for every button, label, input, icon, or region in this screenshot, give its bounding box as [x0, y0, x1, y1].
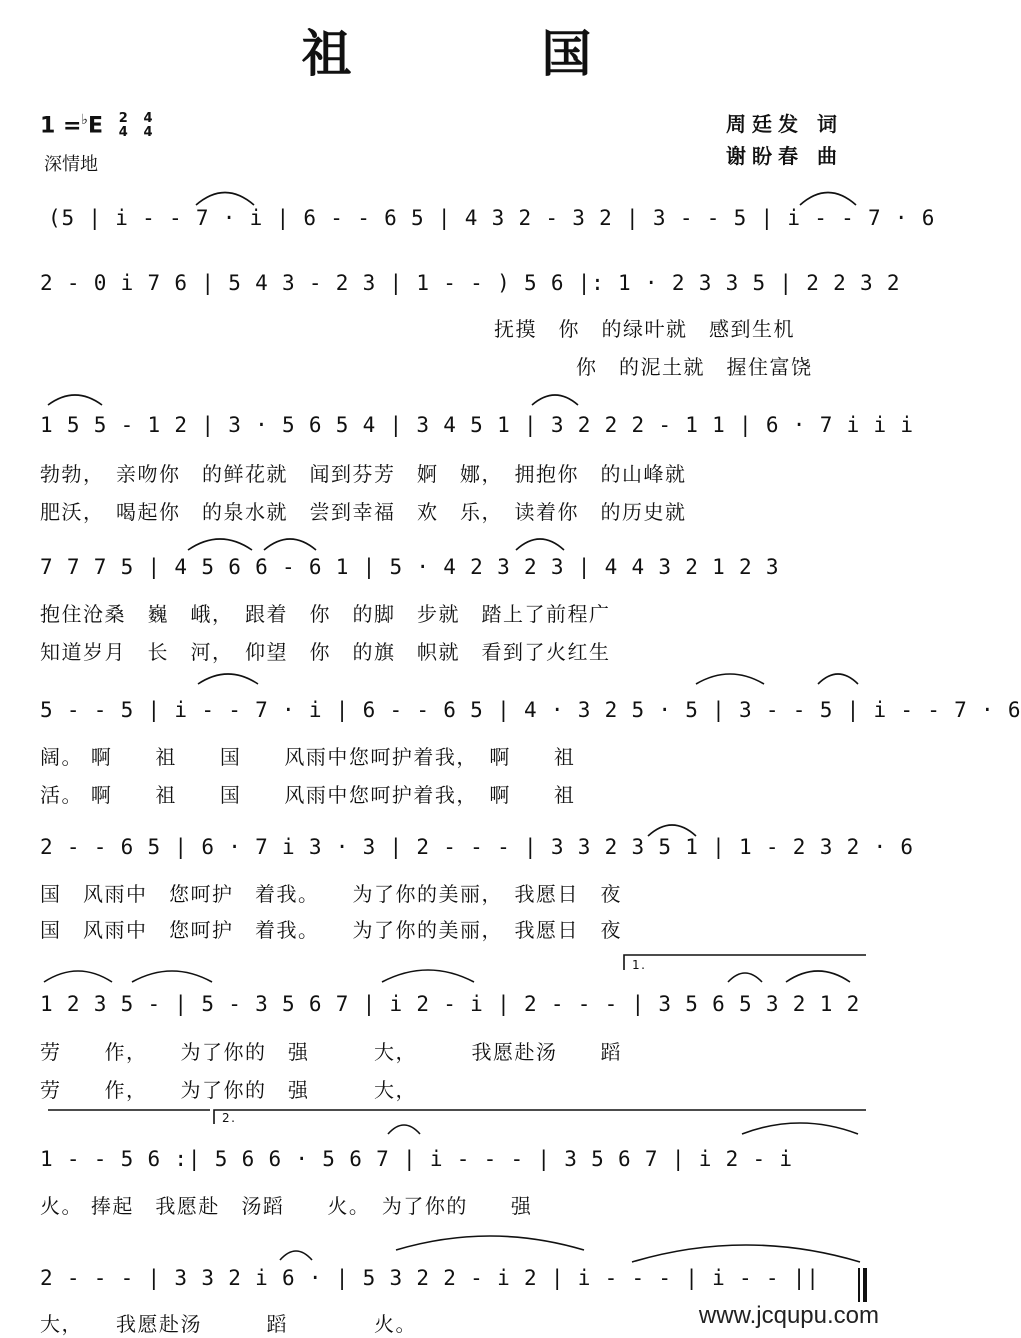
slur — [188, 539, 252, 550]
lyric-line-7-verse-1: 劳 作， 为了你的 强 大， 我愿赴汤 蹈 — [40, 1040, 622, 1064]
slur — [696, 674, 764, 684]
meter2-top: 4 — [143, 111, 153, 127]
expression-mark: 深情地 — [44, 154, 98, 175]
slur — [632, 1245, 860, 1262]
final-barline-thin — [858, 1268, 860, 1302]
slur — [388, 1125, 420, 1134]
slur — [516, 539, 564, 550]
meter1-bottom: 4 — [118, 125, 128, 141]
key-note: E — [88, 113, 104, 139]
key-prefix: 1 = — [40, 113, 82, 139]
meter2-bottom: 4 — [143, 125, 153, 141]
flat-sign: ♭ — [81, 112, 89, 128]
notation-line-8: 1 - - 5 6 :| 5 6 6 · 5 6 7 | i - - - | 3 5 6 7 | i 2 - i — [40, 1147, 793, 1171]
slur — [198, 674, 258, 684]
second-ending-bracket — [48, 1110, 866, 1124]
slur — [728, 973, 762, 982]
slur — [264, 539, 316, 550]
lyric-line-7-verse-2: 劳 作， 为了你的 强 大， — [40, 1078, 417, 1102]
lyric-line-8: 火。 捧起 我愿赴 汤蹈 火。 为了你的 强 — [40, 1194, 533, 1218]
slur — [396, 1236, 584, 1250]
first-ending-label: 1. — [632, 958, 647, 972]
slur — [800, 193, 856, 206]
notation-line-4: 7 7 7 5 | 4 5 6 6 - 6 1 | 5 · 4 2 3 2 3 | 4 4 3 2 1 2 3 — [40, 555, 780, 579]
lyric-line-6-verse-2: 国 风雨中 您呵护 着我。 为了你的美丽， 我愿日 夜 — [40, 918, 622, 942]
page-title: 祖 国 — [301, 25, 662, 83]
lyric-line-5-verse-2: 活。 啊 祖 国 风雨中您呵护着我， 啊 祖 — [40, 783, 576, 807]
notation-line-1: (5 | i - - 7 · i | 6 - - 6 5 | 4 3 2 - 3 2 | 3 - - 5 | i - - 7 · 6 — [48, 206, 936, 230]
slur — [280, 1251, 312, 1260]
lyric-line-3-verse-1: 勃勃， 亲吻你 的鲜花就 闻到芬芳 婀 娜， 拥抱你 的山峰就 — [40, 462, 687, 486]
site-watermark: www.jcqupu.com — [698, 1302, 879, 1329]
slur — [382, 970, 474, 982]
lyric-line-5-verse-1: 阔。 啊 祖 国 风雨中您呵护着我， 啊 祖 — [40, 745, 576, 769]
lyricist-credit: 周廷发 词 — [726, 112, 843, 136]
notation-line-7: 1 2 3 5 - | 5 - 3 5 6 7 | i 2 - i | 2 - - - | 3 5 6 5 3 2 1 2 — [40, 992, 861, 1016]
slur — [786, 971, 850, 982]
slur — [196, 193, 254, 206]
lyric-line-4-verse-1: 抱住沧桑 巍 峨， 跟着 你 的脚 步就 踏上了前程广 — [40, 602, 611, 626]
notation-line-5: 5 - - 5 | i - - 7 · i | 6 - - 6 5 | 4 · 3 2 5 · 5 | 3 - - 5 | i - - 7 · 6 — [40, 698, 1021, 722]
lyric-line-2-verse-1: 抚摸 你 的绿叶就 感到生机 — [494, 317, 795, 341]
meter1-top: 2 — [118, 111, 128, 127]
final-barline-thick — [863, 1268, 867, 1302]
notation-line-9: 2 - - - | 3 3 2 i 6 · | 5 3 2 2 - i 2 | i - - - | i - - || — [40, 1266, 820, 1290]
lyric-line-3-verse-2: 肥沃， 喝起你 的泉水就 尝到幸福 欢 乐， 读着你 的历史就 — [40, 500, 687, 524]
notation-line-3: 1 5 5 - 1 2 | 3 · 5 6 5 4 | 3 4 5 1 | 3 2 2 2 - 1 1 | 6 · 7 i i i — [40, 413, 914, 437]
lyric-line-4-verse-2: 知道岁月 长 河， 仰望 你 的旗 帜就 看到了火红生 — [40, 640, 611, 664]
slur — [44, 971, 112, 982]
second-ending-label: 2. — [222, 1111, 237, 1125]
lyric-line-9: 大， 我愿赴汤 蹈 火。 — [40, 1312, 417, 1336]
lyric-line-6-verse-1: 国 风雨中 您呵护 着我。 为了你的美丽， 我愿日 夜 — [40, 882, 622, 906]
lyric-line-2-verse-2: 你 的泥土就 握住富饶 — [576, 355, 813, 379]
slur — [48, 395, 102, 405]
notation-line-6: 2 - - 6 5 | 6 · 7 i 3 · 3 | 2 - - - | 3 3 2 3 5 1 | 1 - 2 3 2 · 6 — [40, 835, 914, 859]
slur — [532, 395, 578, 405]
slur — [132, 971, 212, 982]
first-ending-bracket — [624, 955, 866, 970]
notation-line-2: 2 - 0 i 7 6 | 5 4 3 - 2 3 | 1 - - ) 5 6 |: 1 · 2 3 3 5 | 2 2 3 2 — [40, 271, 901, 295]
slur — [742, 1123, 858, 1134]
slur — [818, 674, 858, 684]
composer-credit: 谢盼春 曲 — [726, 144, 843, 168]
